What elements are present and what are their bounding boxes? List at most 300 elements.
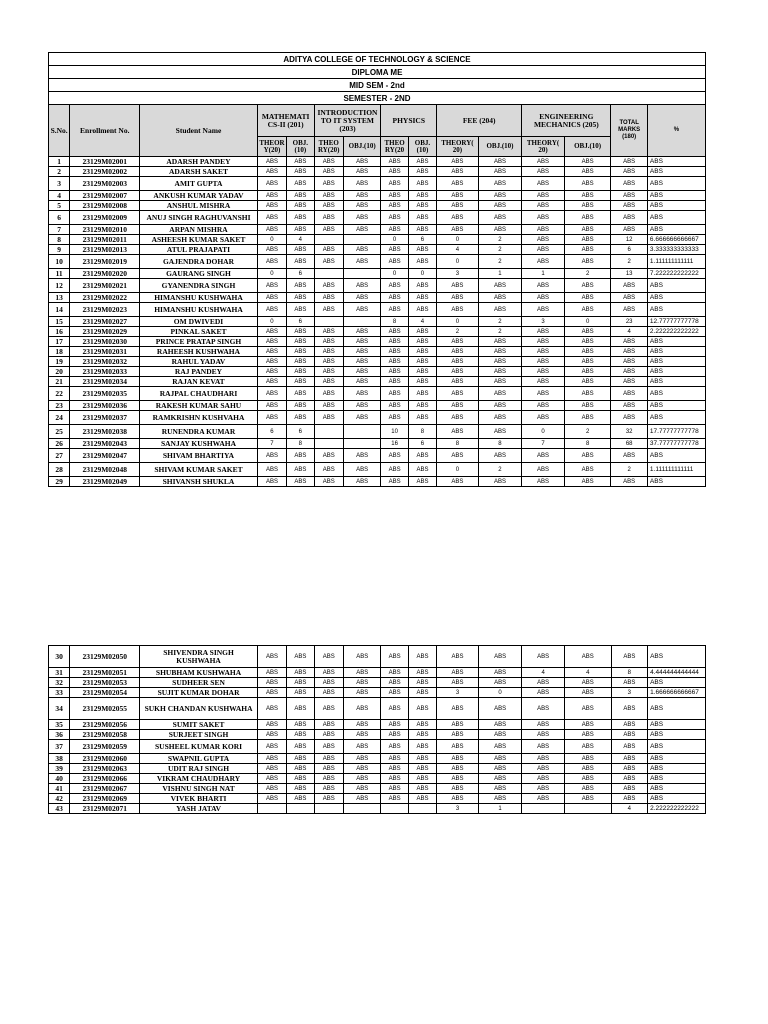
cell-maths-theory: ABS — [257, 730, 286, 740]
cell-it-obj: ABS — [343, 784, 381, 794]
cell-it-obj: ABS — [343, 477, 381, 487]
sub-phy-obj: OBJ. (10) — [408, 137, 436, 157]
result-table-continued — [48, 645, 706, 814]
cell-phy-obj: ABS — [408, 720, 436, 730]
cell-percent: ABS — [647, 401, 705, 411]
cell-em-obj: ABS — [564, 730, 611, 740]
cell-em-obj: ABS — [564, 347, 611, 357]
cell-em-obj: ABS — [564, 293, 611, 303]
cell-it-theory: ABS — [314, 784, 343, 794]
cell-it-theory: ABS — [314, 337, 343, 347]
cell-em-theory: ABS — [522, 377, 565, 387]
cell-sno: 30 — [49, 646, 70, 668]
sub-phy-theory: THEO RY(20 — [381, 137, 408, 157]
cell-em-theory: ABS — [522, 449, 565, 463]
cell-phy-theory: ABS — [381, 157, 408, 167]
cell-phy-theory: 0 — [381, 269, 408, 279]
cell-name: RAJPAL CHAUDHARI — [140, 387, 258, 401]
cell-percent: ABS — [647, 411, 705, 425]
cell-percent: ABS — [647, 157, 705, 167]
cell-phy-theory: ABS — [381, 720, 408, 730]
cell-total: ABS — [611, 774, 648, 784]
cell-it-obj: ABS — [343, 337, 381, 347]
cell-it-obj: ABS — [343, 463, 381, 477]
cell-phy-obj: 6 — [408, 439, 436, 449]
cell-percent: 1.111111111111 — [647, 463, 705, 477]
col-name: Student Name — [140, 105, 258, 157]
cell-phy-theory: ABS — [381, 357, 408, 367]
cell-maths-obj: ABS — [287, 293, 314, 303]
cell-phy-obj: ABS — [408, 401, 436, 411]
table-row — [49, 225, 706, 235]
cell-maths-obj: ABS — [287, 720, 314, 730]
cell-enrollment: 23129M02032 — [70, 357, 140, 367]
cell-sno: 6 — [49, 211, 70, 225]
cell-fee-obj: 1 — [478, 269, 522, 279]
cell-enrollment: 23129M02049 — [70, 477, 140, 487]
cell-it-obj: ABS — [343, 774, 381, 784]
cell-name: SUSHEEL KUMAR KORI — [140, 740, 258, 754]
table-row — [49, 367, 706, 377]
cell-enrollment: 23129M02003 — [70, 177, 140, 191]
cell-phy-obj: ABS — [408, 357, 436, 367]
cell-name: PRINCE PRATAP SINGH — [140, 337, 258, 347]
cell-fee-theory: ABS — [437, 401, 479, 411]
cell-phy-theory: 16 — [381, 439, 408, 449]
cell-it-theory — [314, 439, 343, 449]
cell-total: 2 — [611, 463, 647, 477]
cell-enrollment: 23129M02002 — [70, 167, 140, 177]
cell-em-obj: 2 — [564, 425, 611, 439]
cell-it-theory: ABS — [314, 774, 343, 784]
cell-name: VIVEK BHARTI — [140, 794, 258, 804]
col-it: INTRODUCTION TO IT SYSTEM (203) — [314, 105, 381, 137]
cell-fee-theory: ABS — [437, 191, 479, 201]
cell-phy-obj: ABS — [408, 347, 436, 357]
table-row — [49, 201, 706, 211]
cell-percent: ABS — [648, 646, 706, 668]
cell-em-theory: 3 — [522, 317, 565, 327]
cell-em-theory: 1 — [522, 269, 565, 279]
cell-name: ANKUSH KUMAR YADAV — [140, 191, 258, 201]
cell-sno: 19 — [49, 357, 70, 367]
cell-maths-obj: 8 — [287, 439, 314, 449]
cell-maths-theory: ABS — [257, 387, 286, 401]
cell-total: 6 — [611, 245, 647, 255]
cell-enrollment: 23129M02019 — [70, 255, 140, 269]
cell-total: ABS — [611, 167, 647, 177]
cell-total: ABS — [611, 646, 648, 668]
cell-maths-obj: ABS — [287, 225, 314, 235]
cell-fee-theory: ABS — [437, 411, 479, 425]
cell-phy-theory: ABS — [381, 740, 408, 754]
cell-it-obj — [343, 804, 381, 814]
cell-it-obj: ABS — [343, 646, 381, 668]
cell-total: ABS — [611, 720, 648, 730]
cell-maths-theory: 7 — [257, 439, 286, 449]
cell-em-theory: ABS — [522, 201, 565, 211]
cell-phy-obj: 8 — [408, 425, 436, 439]
cell-maths-theory: ABS — [257, 255, 286, 269]
cell-enrollment: 23129M02056 — [70, 720, 140, 730]
cell-enrollment: 23129M02069 — [70, 794, 140, 804]
cell-em-obj: ABS — [564, 794, 611, 804]
cell-fee-theory: ABS — [437, 678, 479, 688]
cell-enrollment: 23129M02063 — [70, 764, 140, 774]
cell-sno: 24 — [49, 411, 70, 425]
cell-maths-theory: 0 — [257, 317, 286, 327]
sub-maths-obj: OBJ. (10) — [287, 137, 314, 157]
cell-fee-theory: ABS — [437, 293, 479, 303]
table-row — [49, 255, 706, 269]
cell-em-theory: 0 — [522, 425, 565, 439]
table-row — [49, 698, 706, 720]
cell-it-theory: ABS — [314, 387, 343, 401]
cell-em-theory: ABS — [522, 303, 565, 317]
cell-sno: 21 — [49, 377, 70, 387]
cell-name: RAJ PANDEY — [140, 367, 258, 377]
table-row — [49, 804, 706, 814]
cell-maths-theory: ABS — [257, 698, 286, 720]
table-row — [49, 764, 706, 774]
cell-enrollment: 23129M02051 — [70, 668, 140, 678]
cell-name: SHUBHAM KUSHWAHA — [140, 668, 258, 678]
cell-sno: 32 — [49, 678, 70, 688]
sub-em-theory: THEORY( 20) — [522, 137, 565, 157]
cell-phy-obj: ABS — [408, 387, 436, 401]
cell-fee-obj: ABS — [478, 646, 522, 668]
cell-fee-obj: 2 — [478, 245, 522, 255]
cell-phy-obj: ABS — [408, 167, 436, 177]
cell-fee-theory: 2 — [437, 327, 479, 337]
cell-it-theory — [314, 425, 343, 439]
col-physics: PHYSICS — [381, 105, 437, 137]
cell-phy-obj: ABS — [408, 245, 436, 255]
cell-it-obj: ABS — [343, 255, 381, 269]
sub-fee-obj: OBJ.(10) — [478, 137, 522, 157]
cell-name: VISHNU SINGH NAT — [140, 784, 258, 794]
table-row — [49, 235, 706, 245]
cell-sno: 5 — [49, 201, 70, 211]
cell-phy-theory: ABS — [381, 337, 408, 347]
table-row — [49, 678, 706, 688]
cell-percent: ABS — [647, 177, 705, 191]
cell-phy-theory: 8 — [381, 317, 408, 327]
cell-percent: ABS — [648, 740, 706, 754]
cell-it-obj: ABS — [343, 678, 381, 688]
cell-fee-obj: ABS — [478, 784, 522, 794]
cell-em-theory: ABS — [522, 764, 565, 774]
cell-em-obj: ABS — [564, 764, 611, 774]
table-row — [49, 477, 706, 487]
cell-em-theory: ABS — [522, 279, 565, 293]
cell-total: 12 — [611, 235, 647, 245]
cell-maths-theory: 0 — [257, 235, 286, 245]
cell-em-theory: ABS — [522, 646, 565, 668]
cell-em-theory: ABS — [522, 245, 565, 255]
cell-fee-theory: ABS — [437, 279, 479, 293]
cell-maths-theory: ABS — [257, 177, 286, 191]
cell-maths-theory: ABS — [257, 463, 286, 477]
cell-em-obj: ABS — [564, 367, 611, 377]
cell-em-obj: ABS — [564, 255, 611, 269]
cell-it-obj: ABS — [343, 401, 381, 411]
cell-percent: ABS — [648, 774, 706, 784]
cell-it-obj: ABS — [343, 754, 381, 764]
cell-fee-obj: 2 — [478, 463, 522, 477]
cell-sno: 25 — [49, 425, 70, 439]
cell-it-theory: ABS — [314, 255, 343, 269]
cell-fee-theory: 8 — [437, 439, 479, 449]
cell-it-obj — [343, 425, 381, 439]
cell-name: ANSHUL MISHRA — [140, 201, 258, 211]
cell-sno: 41 — [49, 784, 70, 794]
cell-fee-obj: ABS — [478, 774, 522, 784]
cell-em-theory: ABS — [522, 357, 565, 367]
cell-enrollment: 23129M02071 — [70, 804, 140, 814]
cell-percent: ABS — [648, 698, 706, 720]
exam-title: MID SEM - 2nd — [49, 79, 706, 92]
cell-maths-obj: ABS — [287, 678, 314, 688]
cell-name: RAHUL YADAV — [140, 357, 258, 367]
cell-phy-theory: ABS — [381, 698, 408, 720]
cell-em-theory: ABS — [522, 678, 565, 688]
cell-em-theory — [522, 804, 565, 814]
cell-fee-obj: ABS — [478, 411, 522, 425]
cell-em-obj: ABS — [564, 191, 611, 201]
cell-maths-obj: ABS — [287, 730, 314, 740]
cell-name: OM DWIVEDI — [140, 317, 258, 327]
cell-percent: ABS — [648, 794, 706, 804]
cell-maths-theory: ABS — [257, 157, 286, 167]
cell-phy-theory: ABS — [381, 678, 408, 688]
cell-em-obj: ABS — [564, 337, 611, 347]
cell-percent: ABS — [648, 764, 706, 774]
cell-it-theory: ABS — [314, 740, 343, 754]
cell-total: 23 — [611, 317, 647, 327]
cell-name: SANJAY KUSHWAHA — [140, 439, 258, 449]
cell-total: ABS — [611, 784, 648, 794]
cell-fee-theory: ABS — [437, 303, 479, 317]
cell-em-theory: 7 — [522, 439, 565, 449]
cell-fee-theory: ABS — [437, 698, 479, 720]
table-row — [49, 337, 706, 347]
cell-fee-obj: ABS — [478, 401, 522, 411]
cell-maths-obj: ABS — [287, 477, 314, 487]
cell-total: ABS — [611, 357, 647, 367]
cell-phy-obj: ABS — [408, 191, 436, 201]
cell-enrollment: 23129M02054 — [70, 688, 140, 698]
cell-it-obj: ABS — [343, 327, 381, 337]
table-row — [49, 387, 706, 401]
cell-it-theory: ABS — [314, 245, 343, 255]
cell-fee-obj: ABS — [478, 367, 522, 377]
cell-phy-obj: ABS — [408, 211, 436, 225]
cell-fee-obj: 2 — [478, 255, 522, 269]
cell-enrollment: 23129M02009 — [70, 211, 140, 225]
cell-phy-theory: ABS — [381, 646, 408, 668]
cell-em-obj: ABS — [564, 646, 611, 668]
cell-enrollment: 23129M02020 — [70, 269, 140, 279]
cell-enrollment: 23129M02031 — [70, 347, 140, 357]
sub-fee-theory: THEORY( 20) — [437, 137, 479, 157]
result-table — [48, 52, 706, 487]
cell-percent: 17.77777777778 — [647, 425, 705, 439]
cell-maths-theory: ABS — [257, 367, 286, 377]
col-engg: ENGINEERING MECHANICS (205) — [522, 105, 611, 137]
cell-name: GAURANG SINGH — [140, 269, 258, 279]
cell-maths-theory: ABS — [257, 668, 286, 678]
cell-fee-obj: ABS — [478, 720, 522, 730]
cell-phy-theory: ABS — [381, 279, 408, 293]
cell-total: ABS — [611, 279, 647, 293]
cell-maths-theory: ABS — [257, 646, 286, 668]
cell-fee-obj: ABS — [478, 678, 522, 688]
cell-it-theory: ABS — [314, 678, 343, 688]
cell-sno: 4 — [49, 191, 70, 201]
cell-phy-theory: ABS — [381, 463, 408, 477]
cell-it-theory: ABS — [314, 668, 343, 678]
cell-it-theory: ABS — [314, 646, 343, 668]
table-row — [49, 377, 706, 387]
cell-sno: 1 — [49, 157, 70, 167]
table-row — [49, 211, 706, 225]
cell-fee-theory: 0 — [437, 463, 479, 477]
cell-name: SHIVANSH SHUKLA — [140, 477, 258, 487]
cell-total: ABS — [611, 477, 647, 487]
cell-enrollment: 23129M02048 — [70, 463, 140, 477]
cell-sno: 15 — [49, 317, 70, 327]
cell-maths-theory: ABS — [257, 303, 286, 317]
cell-it-obj: ABS — [343, 191, 381, 201]
cell-em-theory: ABS — [522, 167, 565, 177]
cell-percent: ABS — [647, 191, 705, 201]
cell-fee-obj: ABS — [478, 225, 522, 235]
cell-fee-obj: 2 — [478, 327, 522, 337]
cell-maths-obj: 4 — [287, 235, 314, 245]
cell-total: 68 — [611, 439, 647, 449]
cell-enrollment: 23129M02058 — [70, 730, 140, 740]
cell-em-obj: ABS — [564, 279, 611, 293]
cell-maths-theory: ABS — [257, 327, 286, 337]
cell-fee-theory: ABS — [437, 449, 479, 463]
cell-em-obj: ABS — [564, 225, 611, 235]
cell-phy-obj: ABS — [408, 754, 436, 764]
table-row — [49, 774, 706, 784]
cell-it-theory: ABS — [314, 730, 343, 740]
cell-it-obj: ABS — [343, 688, 381, 698]
cell-it-obj — [343, 317, 381, 327]
table-row — [49, 463, 706, 477]
cell-maths-obj: ABS — [287, 279, 314, 293]
cell-em-obj — [564, 804, 611, 814]
table-row — [49, 740, 706, 754]
cell-phy-obj: ABS — [408, 157, 436, 167]
cell-total: ABS — [611, 293, 647, 303]
cell-maths-theory: ABS — [257, 357, 286, 367]
cell-sno: 18 — [49, 347, 70, 357]
cell-it-theory: ABS — [314, 347, 343, 357]
cell-phy-obj: ABS — [408, 327, 436, 337]
cell-it-theory: ABS — [314, 698, 343, 720]
cell-maths-obj — [287, 804, 314, 814]
cell-total: ABS — [611, 698, 648, 720]
cell-it-theory: ABS — [314, 177, 343, 191]
cell-percent: ABS — [648, 730, 706, 740]
cell-name: ANUJ SINGH RAGHUVANSHI — [140, 211, 258, 225]
cell-percent: 7.222222222222 — [647, 269, 705, 279]
cell-enrollment: 23129M02027 — [70, 317, 140, 327]
cell-sno: 23 — [49, 401, 70, 411]
cell-it-obj: ABS — [343, 698, 381, 720]
cell-maths-obj: ABS — [287, 463, 314, 477]
cell-maths-theory: ABS — [257, 347, 286, 357]
cell-fee-theory: ABS — [437, 764, 479, 774]
cell-phy-obj: ABS — [408, 463, 436, 477]
cell-fee-theory: ABS — [437, 357, 479, 367]
cell-sno: 10 — [49, 255, 70, 269]
cell-fee-theory: ABS — [437, 177, 479, 191]
cell-it-obj: ABS — [343, 303, 381, 317]
cell-em-obj: ABS — [564, 678, 611, 688]
cell-maths-obj: ABS — [287, 449, 314, 463]
cell-em-theory: ABS — [522, 730, 565, 740]
cell-maths-theory: ABS — [257, 167, 286, 177]
cell-phy-theory: ABS — [381, 754, 408, 764]
cell-it-obj: ABS — [343, 764, 381, 774]
cell-fee-obj: ABS — [478, 357, 522, 367]
cell-percent: ABS — [647, 449, 705, 463]
cell-maths-theory — [257, 804, 286, 814]
cell-sno: 42 — [49, 794, 70, 804]
cell-name: YASH JATAV — [140, 804, 258, 814]
cell-phy-theory: 0 — [381, 235, 408, 245]
cell-phy-theory: ABS — [381, 411, 408, 425]
cell-it-theory: ABS — [314, 794, 343, 804]
cell-maths-theory: ABS — [257, 678, 286, 688]
cell-em-theory: ABS — [522, 774, 565, 784]
table-row — [49, 245, 706, 255]
table-row — [49, 754, 706, 764]
cell-em-obj: ABS — [564, 774, 611, 784]
cell-sno: 16 — [49, 327, 70, 337]
cell-it-obj: ABS — [343, 668, 381, 678]
cell-fee-obj: 1 — [478, 804, 522, 814]
cell-percent: 6.666666666667 — [647, 235, 705, 245]
cell-sno: 37 — [49, 740, 70, 754]
table-row — [49, 668, 706, 678]
cell-name: RAKESH KUMAR SAHU — [140, 401, 258, 411]
cell-em-theory: ABS — [522, 387, 565, 401]
cell-maths-theory: ABS — [257, 764, 286, 774]
cell-maths-obj: ABS — [287, 794, 314, 804]
cell-em-obj: 2 — [564, 269, 611, 279]
cell-enrollment: 23129M02067 — [70, 784, 140, 794]
cell-maths-theory: ABS — [257, 225, 286, 235]
cell-phy-obj: 6 — [408, 235, 436, 245]
cell-name: ARPAN MISHRA — [140, 225, 258, 235]
col-sno: S.No. — [49, 105, 70, 157]
cell-enrollment: 23129M02066 — [70, 774, 140, 784]
cell-sno: 35 — [49, 720, 70, 730]
cell-phy-obj — [408, 804, 436, 814]
cell-percent: ABS — [647, 357, 705, 367]
cell-name: RAHEESH KUSHWAHA — [140, 347, 258, 357]
cell-percent: ABS — [647, 211, 705, 225]
cell-em-theory: ABS — [522, 720, 565, 730]
cell-phy-theory: ABS — [381, 668, 408, 678]
cell-enrollment: 23129M02001 — [70, 157, 140, 167]
